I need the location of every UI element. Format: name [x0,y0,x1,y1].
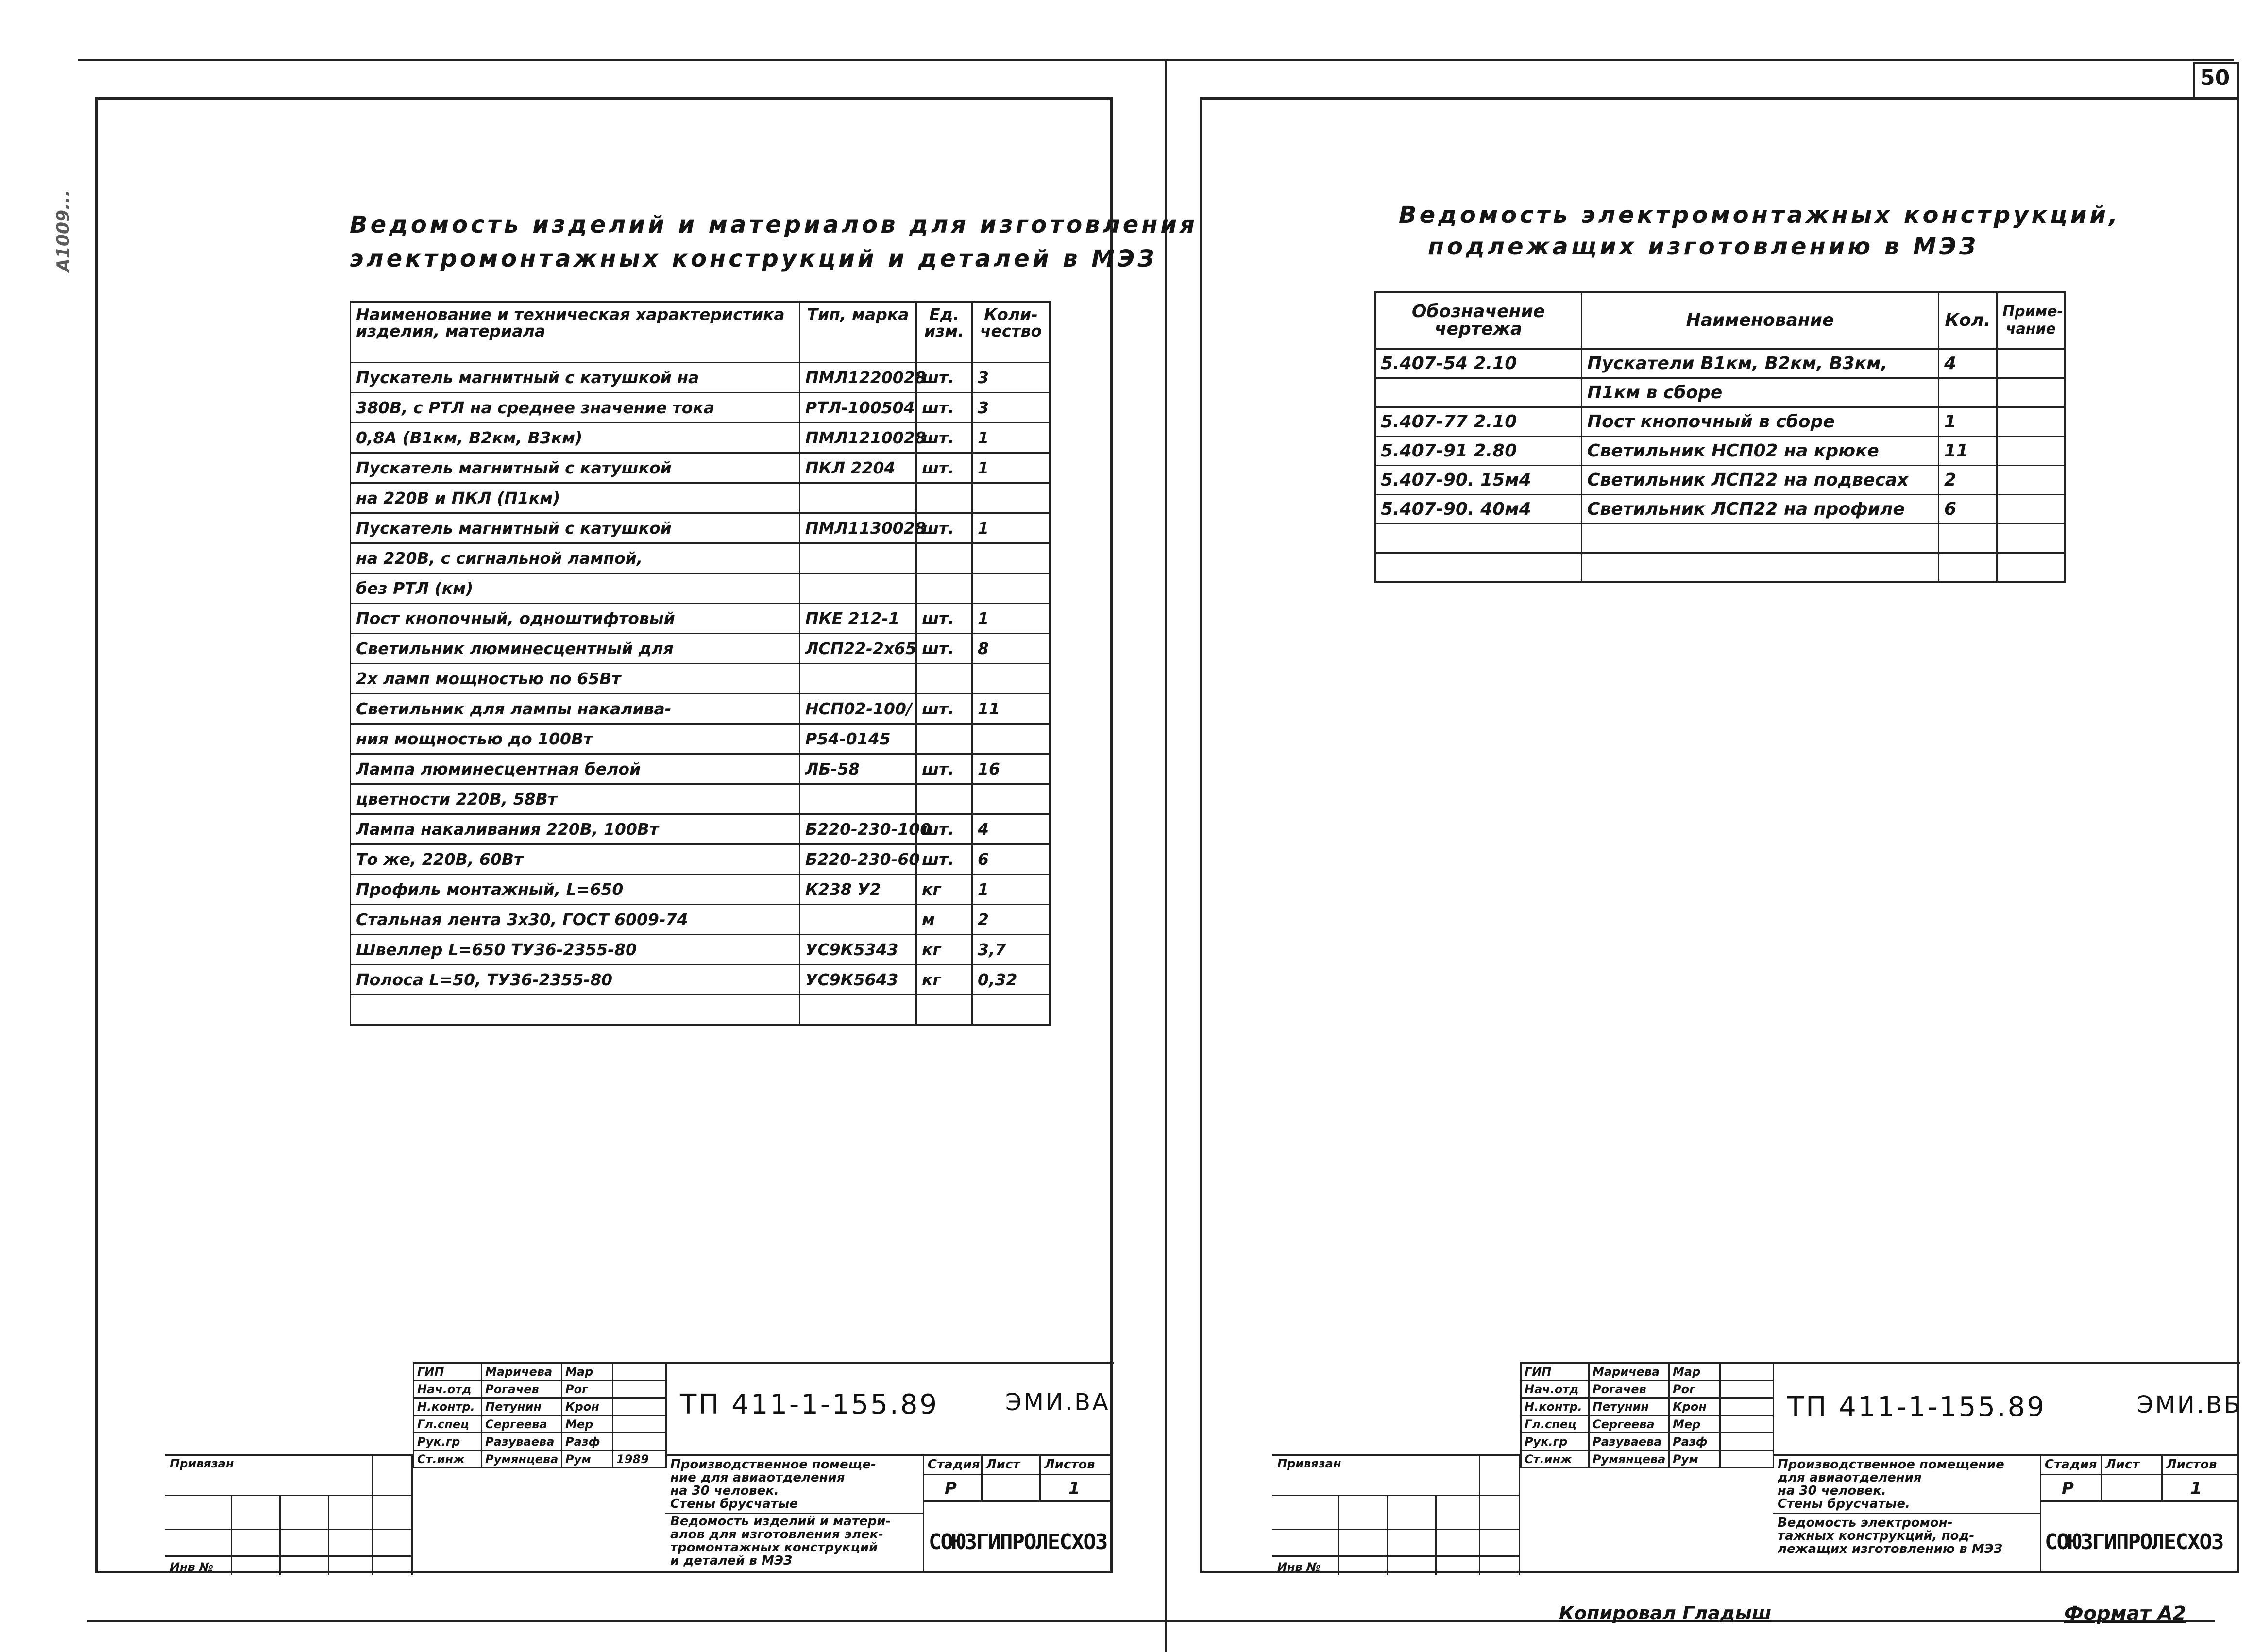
table-row [1375,378,2065,407]
cell-type [800,784,916,814]
cell-type: РТЛ-100504 [800,393,916,423]
cell-type: УС9К5643 [800,965,916,995]
constructions-table [1374,291,2066,583]
role-sign: Разф [562,1433,613,1450]
cell-type: ЛСП22-2х65 [800,634,916,664]
table-row [351,694,1050,724]
role-name: Нач.отд [1521,1381,1589,1398]
role-name: Рук.гр [1521,1433,1589,1450]
role-name: Гл.спец [414,1416,482,1433]
cell-unit: шт. [916,363,972,393]
constructions-header-row [1375,292,2065,349]
cell-type: УС9К5343 [800,935,916,965]
right-sheet-label: Лист [2105,1457,2140,1472]
cell-note [1997,466,2065,495]
cell-type [800,905,916,935]
left-project-code: ТП 411-1-155.89 [680,1389,939,1420]
margin-note: А1009... [53,189,73,272]
role-name: ГИП [414,1363,482,1381]
cell-qty: 8 [972,634,1050,664]
cell-unit [916,573,972,604]
cell-designation: 5.407-90. 15м4 [1375,466,1582,495]
cell-name: Пускатель магнитный с катушкой [351,513,800,543]
cell-name: Пускатель магнитный с катушкой [351,453,800,483]
right-sheets-label: Листов [2166,1457,2217,1472]
cell-qty: 6 [1939,495,1997,524]
role-sign: Мер [562,1416,613,1433]
cell-qty: 1 [972,875,1050,905]
role-name: Рук.гр [414,1433,482,1450]
table-row [351,634,1050,664]
cell-note [1997,553,2065,582]
left-doc-title: Ведомость изделий и матери- алов для изготовления элек- тромонтажных конструкций и деталей в МЭЗ [670,1514,891,1568]
bottom-border-line [87,1620,2215,1622]
cell-name: цветности 220В, 58Вт [351,784,800,814]
right-attached-label: Привязан [1277,1457,1341,1470]
role-sign: Рог [562,1381,613,1398]
table-row [1375,349,2065,378]
cell-qty: 4 [1939,349,1997,378]
role-row [1521,1433,1774,1450]
left-title-line1: Ведомость изделий и материалов для изготовления [350,211,1198,238]
materials-header-row [351,302,1050,363]
right-title-line2: подлежащих изготовлению в МЭЗ [1428,233,1979,260]
cell-qty: 1 [1939,407,1997,437]
cell-name: на 220В и ПКЛ (П1км) [351,483,800,513]
cell-unit: шт. [916,393,972,423]
cell-name: 380В, с РТЛ на среднее значение тока [351,393,800,423]
cell-qty: 2 [972,905,1050,935]
table-row [351,664,1050,694]
cell-unit: шт. [916,814,972,844]
cell-note [1997,349,2065,378]
cell-name: Швеллер L=650 ТУ36-2355-80 [351,935,800,965]
cell-qty [1939,553,1997,582]
role-sign: Разф [1669,1433,1720,1450]
role-person: Сергеева [1589,1416,1669,1433]
right-sheet-code: ЭМИ.ВБ [2137,1391,2242,1418]
table-row [351,724,1050,754]
cell-name: Лампа накаливания 220В, 100Вт [351,814,800,844]
right-stage-value: Р [2062,1479,2074,1498]
role-row [414,1433,666,1450]
role-person: Сергеева [482,1416,562,1433]
cell-name: Светильник ЛСП22 на профиле [1582,495,1939,524]
cell-qty [972,995,1050,1025]
left-title-line2: электромонтажных конструкций и деталей в МЭЗ [350,245,1157,272]
role-name: Нач.отд [414,1381,482,1398]
right-title-line1: Ведомость электромонтажных конструкций, [1399,202,2121,229]
cell-unit: шт. [916,513,972,543]
cell-qty: 6 [972,844,1050,875]
cell-name: Профиль монтажный, L=650 [351,875,800,905]
cell-name: Пускатель магнитный с катушкой на [351,363,800,393]
cell-qty: 0,32 [972,965,1050,995]
cell-unit: шт. [916,754,972,784]
role-person: Петунин [482,1398,562,1416]
cell-designation: 5.407-54 2.10 [1375,349,1582,378]
cell-type: Б220-230-100 [800,814,916,844]
role-row [1521,1381,1774,1398]
role-row [414,1363,666,1381]
table-row [1375,407,2065,437]
cell-type [800,573,916,604]
table-row [1375,524,2065,553]
table-row [351,483,1050,513]
right-project-code: ТП 411-1-155.89 [1787,1391,2046,1423]
table-row [351,995,1050,1025]
cell-name: П1км в сборе [1582,378,1939,407]
cell-qty [972,664,1050,694]
table-row [351,844,1050,875]
role-sign: Мер [1669,1416,1720,1433]
right-title-block [1272,1362,2242,1574]
cell-name: Пост кнопочный в сборе [1582,407,1939,437]
header-unit: Ед. изм. [916,302,972,363]
role-person: Румянцева [482,1450,562,1468]
role-person: Маричева [1589,1363,1669,1381]
cell-designation: 5.407-90. 40м4 [1375,495,1582,524]
cell-qty: 11 [972,694,1050,724]
cell-unit: м [916,905,972,935]
cell-qty [972,543,1050,573]
format-label: Формат А2 [2064,1602,2186,1625]
table-row [351,363,1050,393]
header-name: Наименование и техническая характеристика изделия, материала [351,302,800,363]
left-title-block [165,1362,1113,1573]
cell-name: Лампа люминесцентная белой [351,754,800,784]
header-type: Тип, марка [800,302,916,363]
table-row [351,513,1050,543]
sheet-divider-line [1165,59,1167,1652]
cell-qty: 16 [972,754,1050,784]
cell-unit: шт. [916,694,972,724]
role-row [1521,1363,1774,1381]
role-person: Петунин [1589,1398,1669,1416]
cell-note [1997,524,2065,553]
cell-qty: 1 [972,604,1050,634]
cell-type: К238 У2 [800,875,916,905]
cell-name: Светильник НСП02 на крюке [1582,437,1939,466]
table-row [351,453,1050,483]
cell-type: Р54-0145 [800,724,916,754]
cell-type: ПКЕ 212-1 [800,604,916,634]
cell-name: 2х ламп мощностью по 65Вт [351,664,800,694]
table-row [351,423,1050,453]
page-number: 50 [2200,66,2230,90]
right-description: Производственное помещение для авиаотделения на 30 человек. Стены брусчатые. [1778,1457,2004,1511]
role-person: Рогачев [1589,1381,1669,1398]
cell-name: Пускатели В1км, В2км, В3км, [1582,349,1939,378]
table-row [351,393,1050,423]
role-sign: Крон [562,1398,613,1416]
cell-qty: 3,7 [972,935,1050,965]
role-name: Ст.инж [414,1450,482,1468]
role-person: Разуваева [1589,1433,1669,1450]
table-row [351,543,1050,573]
cell-name: Стальная лента 3х30, ГОСТ 6009-74 [351,905,800,935]
cell-name: без РТЛ (км) [351,573,800,604]
table-row [351,573,1050,604]
cell-qty [972,784,1050,814]
cell-unit [916,543,972,573]
table-row [351,935,1050,965]
header-designation: Обозначение чертежа [1375,292,1582,349]
table-row [1375,466,2065,495]
role-name: Н.контр. [414,1398,482,1416]
right-doc-title: Ведомость электромон- тажных конструкций, под- лежащих изготовлению в МЭЗ [1778,1516,2003,1556]
table-row [351,754,1050,784]
cell-type: ЛБ-58 [800,754,916,784]
role-person: Румянцева [1589,1450,1669,1468]
cell-name: ния мощностью до 100Вт [351,724,800,754]
cell-unit: шт. [916,453,972,483]
table-row [351,905,1050,935]
cell-designation [1375,553,1582,582]
table-row [351,875,1050,905]
left-sheet-code: ЭМИ.ВА [1005,1389,1110,1416]
cell-name: Полоса L=50, ТУ36-2355-80 [351,965,800,995]
role-person: Рогачев [482,1381,562,1398]
cell-name [351,995,800,1025]
cell-note [1997,437,2065,466]
left-roles-table [413,1362,667,1468]
cell-name [1582,524,1939,553]
role-row [414,1381,666,1398]
cell-unit [916,664,972,694]
role-row [414,1398,666,1416]
cell-type: ПМЛ1210028 [800,423,916,453]
header-note: Приме- чание [1997,292,2065,349]
role-name: Гл.спец [1521,1416,1589,1433]
cell-unit: шт. [916,423,972,453]
role-sign: Мар [562,1363,613,1381]
cell-unit: шт. [916,634,972,664]
cell-type: НСП02-100/ [800,694,916,724]
cell-name: на 220В, с сигнальной лампой, [351,543,800,573]
cell-type [800,543,916,573]
role-sign: Рум [562,1450,613,1468]
table-row [1375,437,2065,466]
table-row [351,814,1050,844]
table-row [1375,553,2065,582]
role-row [414,1450,666,1468]
table-row [351,965,1050,995]
cell-qty [972,724,1050,754]
cell-note [1997,407,2065,437]
role-row [1521,1398,1774,1416]
copied-by: Копировал Гладыш [1559,1602,1772,1624]
cell-type [800,483,916,513]
cell-qty: 4 [972,814,1050,844]
cell-designation: 5.407-77 2.10 [1375,407,1582,437]
cell-unit [916,724,972,754]
cell-name: Светильник для лампы накалива- [351,694,800,724]
cell-type: Б220-230-60 [800,844,916,875]
cell-qty [1939,524,1997,553]
right-roles-table [1520,1362,1774,1468]
cell-qty: 1 [972,513,1050,543]
role-person: Маричева [482,1363,562,1381]
role-sign: Крон [1669,1398,1720,1416]
cell-name: Пост кнопочный, одноштифтовый [351,604,800,634]
right-stage-label: Стадия [2045,1457,2097,1472]
role-row [414,1416,666,1433]
stamp-year: 1989 [613,1450,666,1468]
role-row [1521,1416,1774,1433]
cell-qty: 11 [1939,437,1997,466]
cell-type: ПМЛ1130028 [800,513,916,543]
header-qty: Кол. [1939,292,1997,349]
cell-designation: 5.407-91 2.80 [1375,437,1582,466]
cell-type: ПМЛ1220028 [800,363,916,393]
left-sheets-label: Листов [1044,1457,1095,1472]
cell-qty [1939,378,1997,407]
role-sign: Рог [1669,1381,1720,1398]
cell-qty: 3 [972,363,1050,393]
cell-unit [916,483,972,513]
cell-name: Светильник ЛСП22 на подвесах [1582,466,1939,495]
table-row [351,784,1050,814]
left-sheet-label: Лист [986,1457,1020,1472]
cell-unit: шт. [916,604,972,634]
role-name: Ст.инж [1521,1450,1589,1468]
table-row [351,604,1050,634]
left-attach-grid [165,1454,413,1575]
left-organization: СОЮЗГИПРОЛЕСХОЗ [929,1530,1107,1554]
cell-qty [972,573,1050,604]
cell-name: 0,8А (В1км, В2км, В3км) [351,423,800,453]
left-sheets-value: 1 [1068,1479,1080,1498]
left-stage-value: Р [945,1479,957,1498]
cell-qty: 3 [972,393,1050,423]
right-attach-grid [1272,1454,1520,1575]
cell-qty: 1 [972,423,1050,453]
left-description: Производственное помеще- ние для авиаотделения на 30 человек. Стены брусчатые [670,1457,876,1511]
cell-designation [1375,524,1582,553]
materials-table [350,301,1051,1026]
right-sheets-value: 1 [2190,1479,2202,1498]
cell-note [1997,495,2065,524]
left-inv-label: Инв № [170,1560,214,1574]
cell-type: ПКЛ 2204 [800,453,916,483]
cell-unit: шт. [916,844,972,875]
role-row [1521,1450,1774,1468]
left-stage-label: Стадия [928,1457,980,1472]
cell-name [1582,553,1939,582]
header-name: Наименование [1582,292,1939,349]
cell-unit: кг [916,965,972,995]
left-attached-label: Привязан [170,1457,234,1470]
cell-designation [1375,378,1582,407]
cell-qty: 1 [972,453,1050,483]
cell-name: То же, 220В, 60Вт [351,844,800,875]
cell-unit [916,784,972,814]
cell-unit: кг [916,935,972,965]
role-person: Разуваева [482,1433,562,1450]
cell-qty [972,483,1050,513]
right-inv-label: Инв № [1277,1560,1321,1574]
role-name: ГИП [1521,1363,1589,1381]
top-border-line [78,59,2234,61]
cell-name: Светильник люминесцентный для [351,634,800,664]
cell-unit [916,995,972,1025]
role-sign: Рум [1669,1450,1720,1468]
role-sign: Мар [1669,1363,1720,1381]
role-name: Н.контр. [1521,1398,1589,1416]
cell-unit: кг [916,875,972,905]
cell-type [800,995,916,1025]
table-row [1375,495,2065,524]
cell-note [1997,378,2065,407]
cell-qty: 2 [1939,466,1997,495]
header-qty: Коли- чество [972,302,1050,363]
cell-type [800,664,916,694]
right-organization: СОЮЗГИПРОЛЕСХОЗ [2045,1530,2223,1554]
